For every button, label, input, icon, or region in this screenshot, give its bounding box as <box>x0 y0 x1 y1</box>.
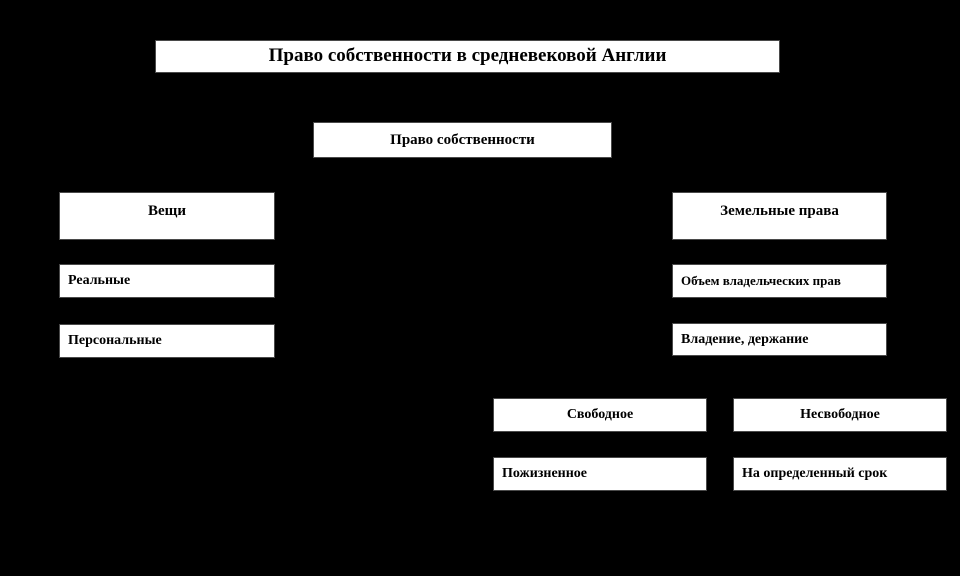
node-real <box>59 264 275 298</box>
node-ownership-scope-label: Объем владельческих прав <box>681 272 841 288</box>
node-property-right <box>313 122 612 158</box>
node-property-right-label: Право собственности <box>390 131 535 148</box>
node-personal-label: Персональные <box>68 333 162 349</box>
node-possession-holding <box>672 323 887 356</box>
node-things-label: Вещи <box>148 202 186 219</box>
node-land-rights-label: Земельные права <box>720 202 839 219</box>
node-free <box>493 398 707 432</box>
node-fixed-term <box>733 457 947 491</box>
diagram-title: Право собственности в средневековой Англии <box>268 45 667 67</box>
node-unfree <box>733 398 947 432</box>
node-fixed-term-label: На определенный срок <box>742 466 888 482</box>
node-land-rights <box>672 192 887 240</box>
node-personal <box>59 324 275 358</box>
node-free-label: Свободное <box>566 407 634 423</box>
node-things <box>59 192 275 240</box>
diagram-title-box <box>155 40 780 73</box>
node-unfree-label: Несвободное <box>800 407 880 423</box>
node-ownership-scope <box>672 264 887 298</box>
node-possession-holding-label: Владение, держание <box>681 331 809 347</box>
node-real-label: Реальные <box>68 273 131 289</box>
node-lifetime-label: Пожизненное <box>502 466 588 482</box>
node-lifetime <box>493 457 707 491</box>
